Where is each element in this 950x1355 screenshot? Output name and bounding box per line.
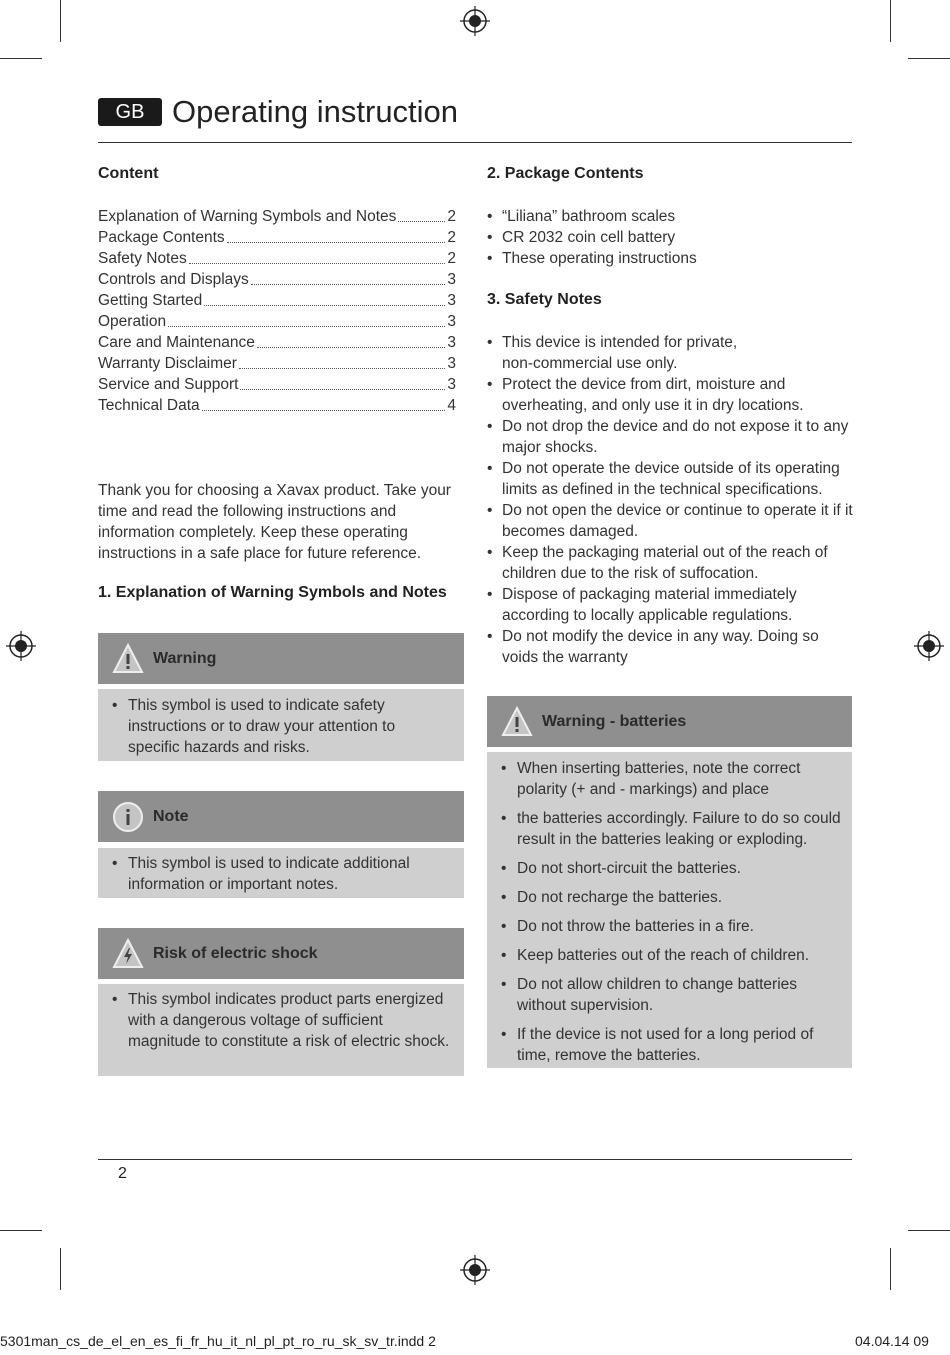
crop-mark <box>908 1230 950 1231</box>
list-item: • Keep the packaging material out of the reach of children due to the risk of suffocation. <box>487 542 855 584</box>
list-item: • Protect the device from dirt, moisture and overheating, and only use it in dry locations. <box>487 374 822 416</box>
print-slug-filename: 5301man_cs_de_el_en_es_fi_fr_hu_it_nl_pl_pt_ro_ru_sk_sv_tr.indd 2 <box>0 1333 436 1349</box>
crop-mark <box>0 58 42 59</box>
warning-text: • This symbol is used to indicate safety instructions or to draw your attention to specific hazards and risks. <box>112 695 448 758</box>
warning-label: Warning <box>153 650 217 667</box>
list-item: • Do not open the device or continue to operate it if it becomes damaged. <box>487 500 855 542</box>
toc-item[interactable]: Service and Support 3 <box>98 376 456 393</box>
list-item: • If the device is not used for a long period of time, remove the batteries. <box>501 1024 841 1066</box>
list-item: • Do not short-circuit the batteries. <box>501 858 841 879</box>
toc-item[interactable]: Explanation of Warning Symbols and Notes 2 <box>98 208 456 225</box>
crop-mark <box>890 1248 891 1290</box>
footer-rule <box>98 1159 852 1160</box>
safety-notes-list <box>487 332 855 668</box>
registration-mark-icon <box>6 631 36 661</box>
shock-text: • This symbol indicates product parts energized with a dangerous voltage of sufficient magnitude to constitute a risk of electric shock. <box>112 989 452 1052</box>
table-of-contents <box>98 206 456 416</box>
page-number: 2 <box>118 1165 127 1182</box>
section3-heading: 3. Safety Notes <box>487 291 602 308</box>
toc-item[interactable]: Getting Started 3 <box>98 292 456 309</box>
list-item: • This device is intended for private, non-commercial use only. <box>487 332 772 374</box>
toc-item[interactable]: Care and Maintenance 3 <box>98 334 456 351</box>
list-item: • These operating instructions <box>487 248 852 269</box>
toc-item[interactable]: Operation 3 <box>98 313 456 330</box>
package-contents-list <box>487 206 852 269</box>
registration-mark-icon <box>460 1255 490 1285</box>
toc-item[interactable]: Controls and Displays 3 <box>98 271 456 288</box>
list-item: • Do not recharge the batteries. <box>501 887 841 908</box>
list-item: • CR 2032 coin cell battery <box>487 227 852 248</box>
warning-box-header <box>98 633 464 684</box>
batteries-label: Warning - batteries <box>542 713 687 730</box>
language-badge: GB <box>98 98 162 126</box>
page-title: Operating instruction <box>172 94 459 129</box>
intro-paragraph: Thank you for choosing a Xavax product. Take your time and read the following instructions and information completely. Keep these operating instructions in a safe place for future reference. <box>98 482 451 562</box>
crop-mark <box>0 1230 42 1231</box>
registration-mark-icon <box>460 6 490 36</box>
shock-box-body <box>98 984 464 1076</box>
list-item: • When inserting batteries, note the correct polarity (+ and - markings) and place <box>501 758 841 800</box>
list-item: • Keep batteries out of the reach of children. <box>501 945 841 966</box>
toc-item[interactable]: Warranty Disclaimer 3 <box>98 355 456 372</box>
crop-mark <box>908 58 950 59</box>
content-heading: Content <box>98 165 159 182</box>
section2-heading: 2. Package Contents <box>487 165 644 182</box>
toc-item[interactable]: Safety Notes 2 <box>98 250 456 267</box>
crop-mark <box>60 0 61 42</box>
shock-box-header <box>98 928 464 979</box>
note-box-header <box>98 791 464 842</box>
list-item: • Do not modify the device in any way. Doing so voids the warranty <box>487 626 855 668</box>
warning-triangle-icon <box>112 643 144 675</box>
list-item: • Do not drop the device and do not expose it to any major shocks. <box>487 416 855 458</box>
note-label: Note <box>153 808 189 825</box>
crop-mark <box>60 1248 61 1290</box>
warning-box-body <box>98 689 464 761</box>
note-box-body <box>98 848 464 898</box>
toc-item[interactable]: Technical Data 4 <box>98 397 456 414</box>
crop-mark <box>890 0 891 42</box>
registration-mark-icon <box>914 631 944 661</box>
toc-item[interactable]: Package Contents 2 <box>98 229 456 246</box>
info-circle-icon <box>112 801 144 833</box>
batteries-box-body <box>487 752 852 1068</box>
shock-label: Risk of electric shock <box>153 945 318 962</box>
list-item: • “Liliana” bathroom scales <box>487 206 852 227</box>
note-text: • This symbol is used to indicate additional information or important notes. <box>112 853 448 895</box>
batteries-box-header <box>487 696 852 747</box>
section1-heading: 1. Explanation of Warning Symbols and Notes <box>98 584 447 601</box>
list-item: • Dispose of packaging material immediately according to locally applicable regulations. <box>487 584 817 626</box>
header-rule <box>98 142 852 143</box>
warning-triangle-icon <box>501 706 533 738</box>
list-item: • Do not operate the device outside of its operating limits as defined in the technical specifications. <box>487 458 855 500</box>
list-item: • Do not allow children to change batteries without supervision. <box>501 974 841 1016</box>
list-item: • the batteries accordingly. Failure to do so could result in the batteries leaking or exploding. <box>501 808 841 850</box>
page-header <box>98 92 852 142</box>
electric-shock-icon <box>112 938 144 970</box>
print-slug-date: 04.04.14 09 <box>855 1333 929 1349</box>
list-item: • Do not throw the batteries in a fire. <box>501 916 841 937</box>
